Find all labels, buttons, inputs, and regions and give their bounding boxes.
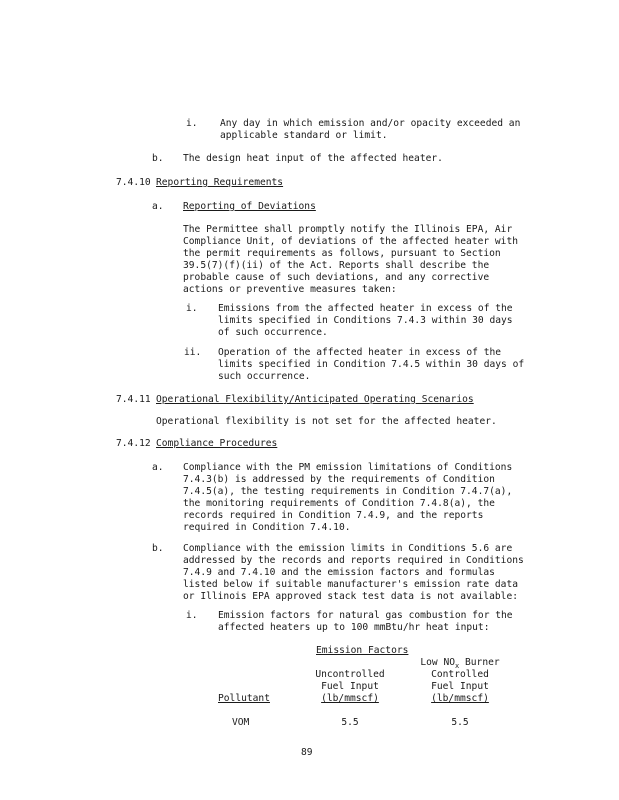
table-cell-controlled: 5.5 — [451, 717, 469, 728]
item-i-line: Any day in which emission and/or opacity exceeded an — [220, 118, 521, 129]
item-i-line: applicable standard or limit. — [220, 130, 388, 141]
item-b-marker: b. — [152, 153, 164, 164]
table-header-controlled: Controlled — [431, 669, 489, 680]
table-header-pollutant: Pollutant — [218, 693, 270, 704]
sub-i-line: Emissions from the affected heater in excess of the — [218, 303, 513, 314]
sub-ii-line: limits specified in Condition 7.4.5 within 30 days of — [218, 359, 525, 370]
paragraph-line: actions or preventive measures taken: — [183, 284, 397, 295]
item-a-line: required in Condition 7.4.10. — [183, 522, 351, 533]
item-b-marker: b. — [152, 543, 164, 554]
table-group-header: Emission Factors — [316, 645, 409, 656]
table-header-controlled: Fuel Input — [431, 681, 489, 692]
sub-i-line: affected heaters up to 100 mmBtu/hr heat input: — [218, 622, 490, 633]
table-header-controlled: Low $NO_x$ Burner — [420, 657, 500, 670]
item-a-line: Compliance with the PM emission limitations of Conditions — [183, 462, 513, 473]
sub-i-marker: i. — [186, 610, 198, 621]
section-title: Reporting Requirements — [156, 177, 284, 188]
item-a-line: 7.4.5(a), the testing requirements in Condition 7.4.7(a), — [183, 486, 513, 497]
section-number: 7.4.12 — [116, 438, 151, 449]
table-header-uncontrolled: Fuel Input — [321, 681, 379, 692]
item-b-line: or Illinois EPA approved stack test data is not available: — [183, 591, 519, 602]
item-b-line: Compliance with the emission limits in Conditions 5.6 are — [183, 543, 513, 554]
paragraph-line: Compliance Unit, of deviations of the affected heater with — [183, 236, 519, 247]
section-text: Operational flexibility is not set for the affected heater. — [156, 416, 497, 427]
paragraph-line: the permit requirements as follows, pursuant to Section — [183, 248, 501, 259]
table-cell-pollutant: VOM — [232, 717, 250, 728]
item-a-marker: a. — [152, 201, 164, 212]
paragraph-line: probable cause of such deviations, and any corrective — [183, 272, 490, 283]
table-header-controlled: (lb/mmscf) — [431, 693, 489, 704]
item-a-heading: Reporting of Deviations — [183, 201, 316, 212]
item-a-marker: a. — [152, 462, 164, 473]
item-i-marker: i. — [186, 118, 198, 129]
section-number: 7.4.10 — [116, 177, 151, 188]
sub-ii-marker: ii. — [184, 347, 202, 358]
paragraph-line: The Permittee shall promptly notify the Illinois EPA, Air — [183, 224, 513, 235]
table-header-uncontrolled: Uncontrolled — [315, 669, 385, 680]
item-b-text: The design heat input of the affected heater. — [183, 153, 443, 164]
section-title: Compliance Procedures — [156, 438, 278, 449]
item-a-line: 7.4.3(b) is addressed by the requirements of Condition — [183, 474, 495, 485]
item-b-line: addressed by the records and reports required in Conditions — [183, 555, 524, 566]
sub-i-line: of such occurrence. — [218, 327, 328, 338]
item-a-line: the monitoring requirements of Condition 7.4.8(a), the — [183, 498, 495, 509]
section-number: 7.4.11 — [116, 394, 151, 405]
sub-ii-line: such occurrence. — [218, 371, 311, 382]
sub-i-line: Emission factors for natural gas combustion for the — [218, 610, 513, 621]
table-header-uncontrolled: (lb/mmscf) — [321, 693, 379, 704]
sub-i-marker: i. — [186, 303, 198, 314]
sub-ii-line: Operation of the affected heater in excess of the — [218, 347, 502, 358]
item-a-line: records required in Condition 7.4.9, and the reports — [183, 510, 484, 521]
section-title: Operational Flexibility/Anticipated Operating Scenarios — [156, 394, 474, 405]
table-cell-uncontrolled: 5.5 — [341, 717, 359, 728]
item-b-line: listed below if suitable manufacturer's emission rate data — [183, 579, 519, 590]
paragraph-line: 39.5(7)(f)(ii) of the Act. Reports shall describe the — [183, 260, 490, 271]
sub-i-line: limits specified in Conditions 7.4.3 within 30 days — [218, 315, 513, 326]
page-number: 89 — [301, 747, 313, 758]
item-b-line: 7.4.9 and 7.4.10 and the emission factors and formulas — [183, 567, 495, 578]
